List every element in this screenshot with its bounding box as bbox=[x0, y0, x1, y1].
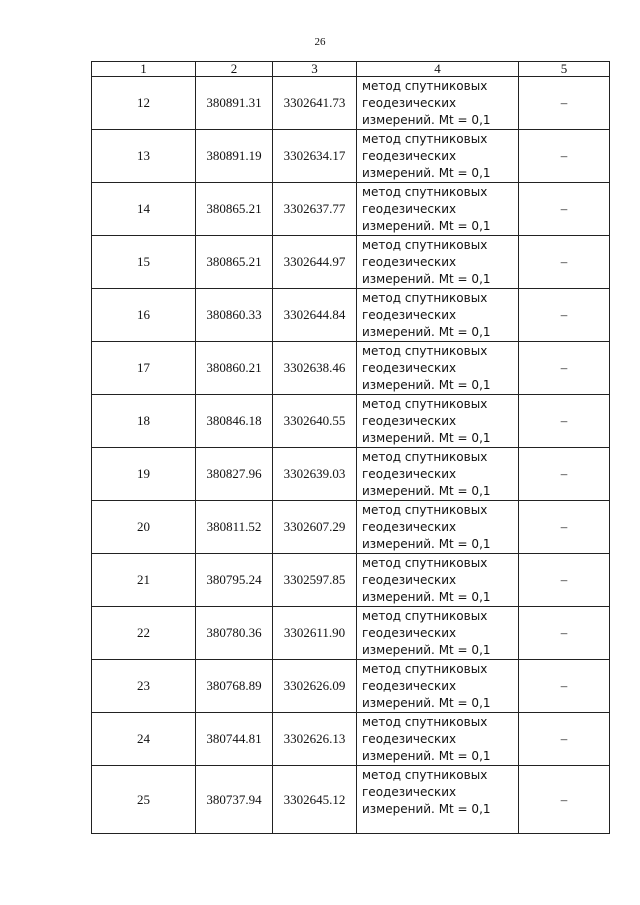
x-coordinate-cell: 380846.18 bbox=[196, 395, 273, 448]
method-line: метод спутниковых bbox=[362, 661, 488, 676]
x-coordinate-cell: 380795.24 bbox=[196, 554, 273, 607]
note-cell: – bbox=[519, 342, 610, 395]
column-header-3: 3 bbox=[273, 62, 357, 77]
note-cell: – bbox=[519, 183, 610, 236]
point-number-cell: 23 bbox=[92, 660, 196, 713]
method-line: геодезических bbox=[362, 148, 457, 163]
method-line: измерений. Mt = 0,1 bbox=[362, 483, 491, 498]
method-line: метод спутниковых bbox=[362, 502, 488, 517]
method-cell bbox=[357, 236, 519, 289]
table-row bbox=[92, 660, 610, 713]
x-coordinate-cell: 380891.19 bbox=[196, 130, 273, 183]
method-line: метод спутниковых bbox=[362, 449, 488, 464]
method-line: метод спутниковых bbox=[362, 343, 488, 358]
method-line: метод спутниковых bbox=[362, 396, 488, 411]
table-row bbox=[92, 448, 610, 501]
x-coordinate-cell: 380865.21 bbox=[196, 183, 273, 236]
method-cell bbox=[357, 766, 519, 834]
method-line: метод спутниковых bbox=[362, 78, 488, 93]
method-cell bbox=[357, 713, 519, 766]
y-coordinate-cell: 3302626.09 bbox=[273, 660, 357, 713]
method-line: геодезических bbox=[362, 95, 457, 110]
table-body bbox=[92, 77, 610, 834]
point-number-cell: 17 bbox=[92, 342, 196, 395]
note-cell: – bbox=[519, 660, 610, 713]
y-coordinate-cell: 3302597.85 bbox=[273, 554, 357, 607]
method-cell bbox=[357, 554, 519, 607]
method-line: метод спутниковых bbox=[362, 555, 488, 570]
method-line: геодезических bbox=[362, 201, 457, 216]
method-cell bbox=[357, 607, 519, 660]
note-cell: – bbox=[519, 77, 610, 130]
method-cell bbox=[357, 448, 519, 501]
x-coordinate-cell: 380780.36 bbox=[196, 607, 273, 660]
note-cell: – bbox=[519, 236, 610, 289]
point-number-cell: 25 bbox=[92, 766, 196, 834]
point-number-cell: 18 bbox=[92, 395, 196, 448]
y-coordinate-cell: 3302644.84 bbox=[273, 289, 357, 342]
method-line: геодезических bbox=[362, 413, 457, 428]
method-line: метод спутниковых bbox=[362, 237, 488, 252]
method-line: геодезических bbox=[362, 360, 457, 375]
note-cell: – bbox=[519, 448, 610, 501]
point-number-cell: 20 bbox=[92, 501, 196, 554]
point-number-cell: 13 bbox=[92, 130, 196, 183]
point-number-cell: 19 bbox=[92, 448, 196, 501]
method-line: измерений. Mt = 0,1 bbox=[362, 324, 491, 339]
note-cell: – bbox=[519, 766, 610, 834]
method-line: измерений. Mt = 0,1 bbox=[362, 642, 491, 657]
method-line: измерений. Mt = 0,1 bbox=[362, 589, 491, 604]
table-row bbox=[92, 395, 610, 448]
note-cell: – bbox=[519, 130, 610, 183]
y-coordinate-cell: 3302626.13 bbox=[273, 713, 357, 766]
table-row bbox=[92, 130, 610, 183]
method-line: геодезических bbox=[362, 785, 457, 799]
method-line: геодезических bbox=[362, 678, 457, 693]
point-number-cell: 16 bbox=[92, 289, 196, 342]
point-number-cell: 12 bbox=[92, 77, 196, 130]
x-coordinate-cell: 380737.94 bbox=[196, 766, 273, 834]
method-line: измерений. Mt = 0,1 bbox=[362, 802, 491, 816]
method-line: геодезических bbox=[362, 519, 457, 534]
x-coordinate-cell: 380768.89 bbox=[196, 660, 273, 713]
note-cell: – bbox=[519, 289, 610, 342]
table-row bbox=[92, 342, 610, 395]
method-line: метод спутниковых bbox=[362, 131, 488, 146]
note-cell: – bbox=[519, 554, 610, 607]
coordinates-table bbox=[91, 61, 610, 834]
point-number-cell: 22 bbox=[92, 607, 196, 660]
method-cell bbox=[357, 342, 519, 395]
note-cell: – bbox=[519, 501, 610, 554]
method-line: геодезических bbox=[362, 307, 457, 322]
table-row bbox=[92, 236, 610, 289]
point-number-cell: 14 bbox=[92, 183, 196, 236]
table-header-row bbox=[92, 62, 610, 77]
table-row bbox=[92, 554, 610, 607]
method-line: геодезических bbox=[362, 731, 457, 746]
method-line: геодезических bbox=[362, 625, 457, 640]
table-row bbox=[92, 77, 610, 130]
method-cell bbox=[357, 183, 519, 236]
column-header-2: 2 bbox=[196, 62, 273, 77]
table-row bbox=[92, 607, 610, 660]
table-row bbox=[92, 501, 610, 554]
method-cell bbox=[357, 501, 519, 554]
method-line: измерений. Mt = 0,1 bbox=[362, 430, 491, 445]
y-coordinate-cell: 3302640.55 bbox=[273, 395, 357, 448]
y-coordinate-cell: 3302638.46 bbox=[273, 342, 357, 395]
x-coordinate-cell: 380891.31 bbox=[196, 77, 273, 130]
page-number: 26 bbox=[314, 36, 326, 48]
y-coordinate-cell: 3302645.12 bbox=[273, 766, 357, 834]
method-cell bbox=[357, 130, 519, 183]
method-line: измерений. Mt = 0,1 bbox=[362, 271, 491, 286]
x-coordinate-cell: 380865.21 bbox=[196, 236, 273, 289]
y-coordinate-cell: 3302607.29 bbox=[273, 501, 357, 554]
point-number-cell: 15 bbox=[92, 236, 196, 289]
method-line: геодезических bbox=[362, 254, 457, 269]
table-row bbox=[92, 289, 610, 342]
y-coordinate-cell: 3302611.90 bbox=[273, 607, 357, 660]
point-number-cell: 21 bbox=[92, 554, 196, 607]
method-line: измерений. Mt = 0,1 bbox=[362, 218, 491, 233]
x-coordinate-cell: 380860.21 bbox=[196, 342, 273, 395]
method-line: метод спутниковых bbox=[362, 608, 488, 623]
x-coordinate-cell: 380744.81 bbox=[196, 713, 273, 766]
method-line: метод спутниковых bbox=[362, 184, 488, 199]
point-number-cell: 24 bbox=[92, 713, 196, 766]
note-cell: – bbox=[519, 713, 610, 766]
method-cell bbox=[357, 395, 519, 448]
y-coordinate-cell: 3302637.77 bbox=[273, 183, 357, 236]
note-cell: – bbox=[519, 395, 610, 448]
method-line: метод спутниковых bbox=[362, 714, 488, 729]
method-line: измерений. Mt = 0,1 bbox=[362, 165, 491, 180]
method-line: геодезических bbox=[362, 466, 457, 481]
x-coordinate-cell: 380860.33 bbox=[196, 289, 273, 342]
method-cell bbox=[357, 289, 519, 342]
method-cell bbox=[357, 660, 519, 713]
method-cell bbox=[357, 77, 519, 130]
method-line: измерений. Mt = 0,1 bbox=[362, 112, 491, 127]
table-row bbox=[92, 766, 610, 834]
method-line: измерений. Mt = 0,1 bbox=[362, 695, 491, 710]
method-line: измерений. Mt = 0,1 bbox=[362, 377, 491, 392]
y-coordinate-cell: 3302639.03 bbox=[273, 448, 357, 501]
column-header-1: 1 bbox=[92, 62, 196, 77]
method-line: измерений. Mt = 0,1 bbox=[362, 748, 491, 763]
column-header-4: 4 bbox=[357, 62, 519, 77]
y-coordinate-cell: 3302634.17 bbox=[273, 130, 357, 183]
x-coordinate-cell: 380811.52 bbox=[196, 501, 273, 554]
column-header-5: 5 bbox=[519, 62, 610, 77]
method-line: метод спутниковых bbox=[362, 768, 488, 782]
method-line: измерений. Mt = 0,1 bbox=[362, 536, 491, 551]
y-coordinate-cell: 3302644.97 bbox=[273, 236, 357, 289]
table-row bbox=[92, 713, 610, 766]
method-line: геодезических bbox=[362, 572, 457, 587]
x-coordinate-cell: 380827.96 bbox=[196, 448, 273, 501]
table-row bbox=[92, 183, 610, 236]
y-coordinate-cell: 3302641.73 bbox=[273, 77, 357, 130]
method-line: метод спутниковых bbox=[362, 290, 488, 305]
note-cell: – bbox=[519, 607, 610, 660]
